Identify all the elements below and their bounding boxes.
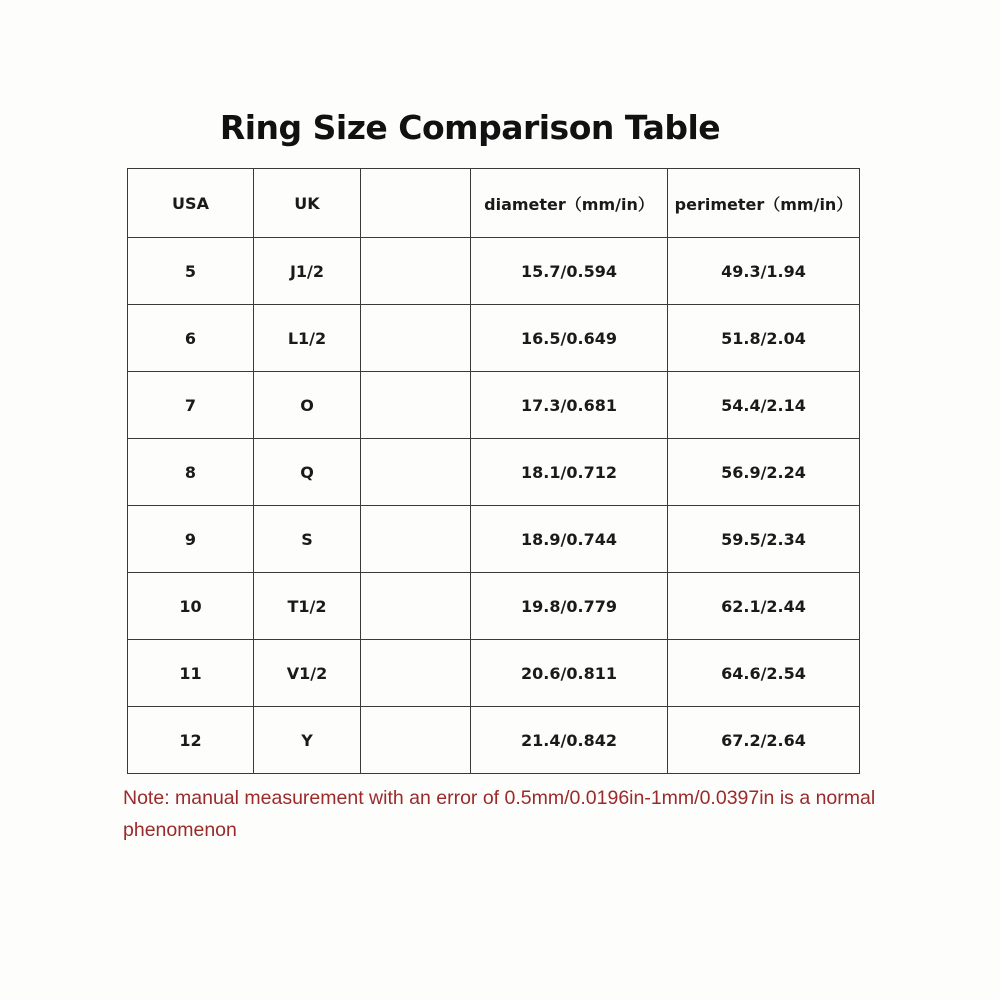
cell-usa: 12 — [128, 707, 254, 774]
table-row — [128, 439, 860, 506]
cell-diameter: 20.6/0.811 — [471, 640, 668, 707]
table-row — [128, 372, 860, 439]
cell-blank — [361, 573, 471, 640]
cell-perimeter: 49.3/1.94 — [668, 238, 860, 305]
table-row — [128, 573, 860, 640]
cell-usa: 6 — [128, 305, 254, 372]
ring-size-table — [127, 168, 860, 774]
cell-blank — [361, 506, 471, 573]
cell-uk: J1/2 — [254, 238, 361, 305]
cell-blank — [361, 372, 471, 439]
cell-perimeter: 64.6/2.54 — [668, 640, 860, 707]
cell-perimeter: 59.5/2.34 — [668, 506, 860, 573]
cell-uk: Y — [254, 707, 361, 774]
cell-blank — [361, 640, 471, 707]
table-row — [128, 640, 860, 707]
cell-usa: 11 — [128, 640, 254, 707]
cell-perimeter: 67.2/2.64 — [668, 707, 860, 774]
cell-diameter: 19.8/0.779 — [471, 573, 668, 640]
header-uk: UK — [254, 169, 361, 238]
table-row — [128, 305, 860, 372]
header-diameter: diameter（mm/in） — [471, 169, 668, 238]
header-usa: USA — [128, 169, 254, 238]
cell-usa: 9 — [128, 506, 254, 573]
cell-diameter: 15.7/0.594 — [471, 238, 668, 305]
cell-blank — [361, 305, 471, 372]
table-header-row — [128, 169, 860, 238]
cell-diameter: 21.4/0.842 — [471, 707, 668, 774]
page-title: Ring Size Comparison Table — [219, 108, 721, 147]
cell-uk: L1/2 — [254, 305, 361, 372]
cell-usa: 5 — [128, 238, 254, 305]
cell-perimeter: 56.9/2.24 — [668, 439, 860, 506]
cell-uk: T1/2 — [254, 573, 361, 640]
table-row — [128, 707, 860, 774]
cell-diameter: 18.9/0.744 — [471, 506, 668, 573]
table-row — [128, 506, 860, 573]
cell-blank — [361, 439, 471, 506]
cell-diameter: 16.5/0.649 — [471, 305, 668, 372]
cell-usa: 8 — [128, 439, 254, 506]
cell-diameter: 18.1/0.712 — [471, 439, 668, 506]
cell-perimeter: 54.4/2.14 — [668, 372, 860, 439]
table-row — [128, 238, 860, 305]
header-blank — [361, 169, 471, 238]
measurement-note: Note: manual measurement with an error of 0.5mm/0.0196in-1mm/0.0397in is a normal phenomenon — [123, 787, 876, 841]
cell-uk: V1/2 — [254, 640, 361, 707]
cell-uk: Q — [254, 439, 361, 506]
cell-blank — [361, 238, 471, 305]
cell-perimeter: 51.8/2.04 — [668, 305, 860, 372]
cell-blank — [361, 707, 471, 774]
cell-uk: O — [254, 372, 361, 439]
cell-usa: 7 — [128, 372, 254, 439]
cell-uk: S — [254, 506, 361, 573]
header-perimeter: perimeter（mm/in） — [668, 169, 860, 238]
cell-diameter: 17.3/0.681 — [471, 372, 668, 439]
cell-usa: 10 — [128, 573, 254, 640]
cell-perimeter: 62.1/2.44 — [668, 573, 860, 640]
